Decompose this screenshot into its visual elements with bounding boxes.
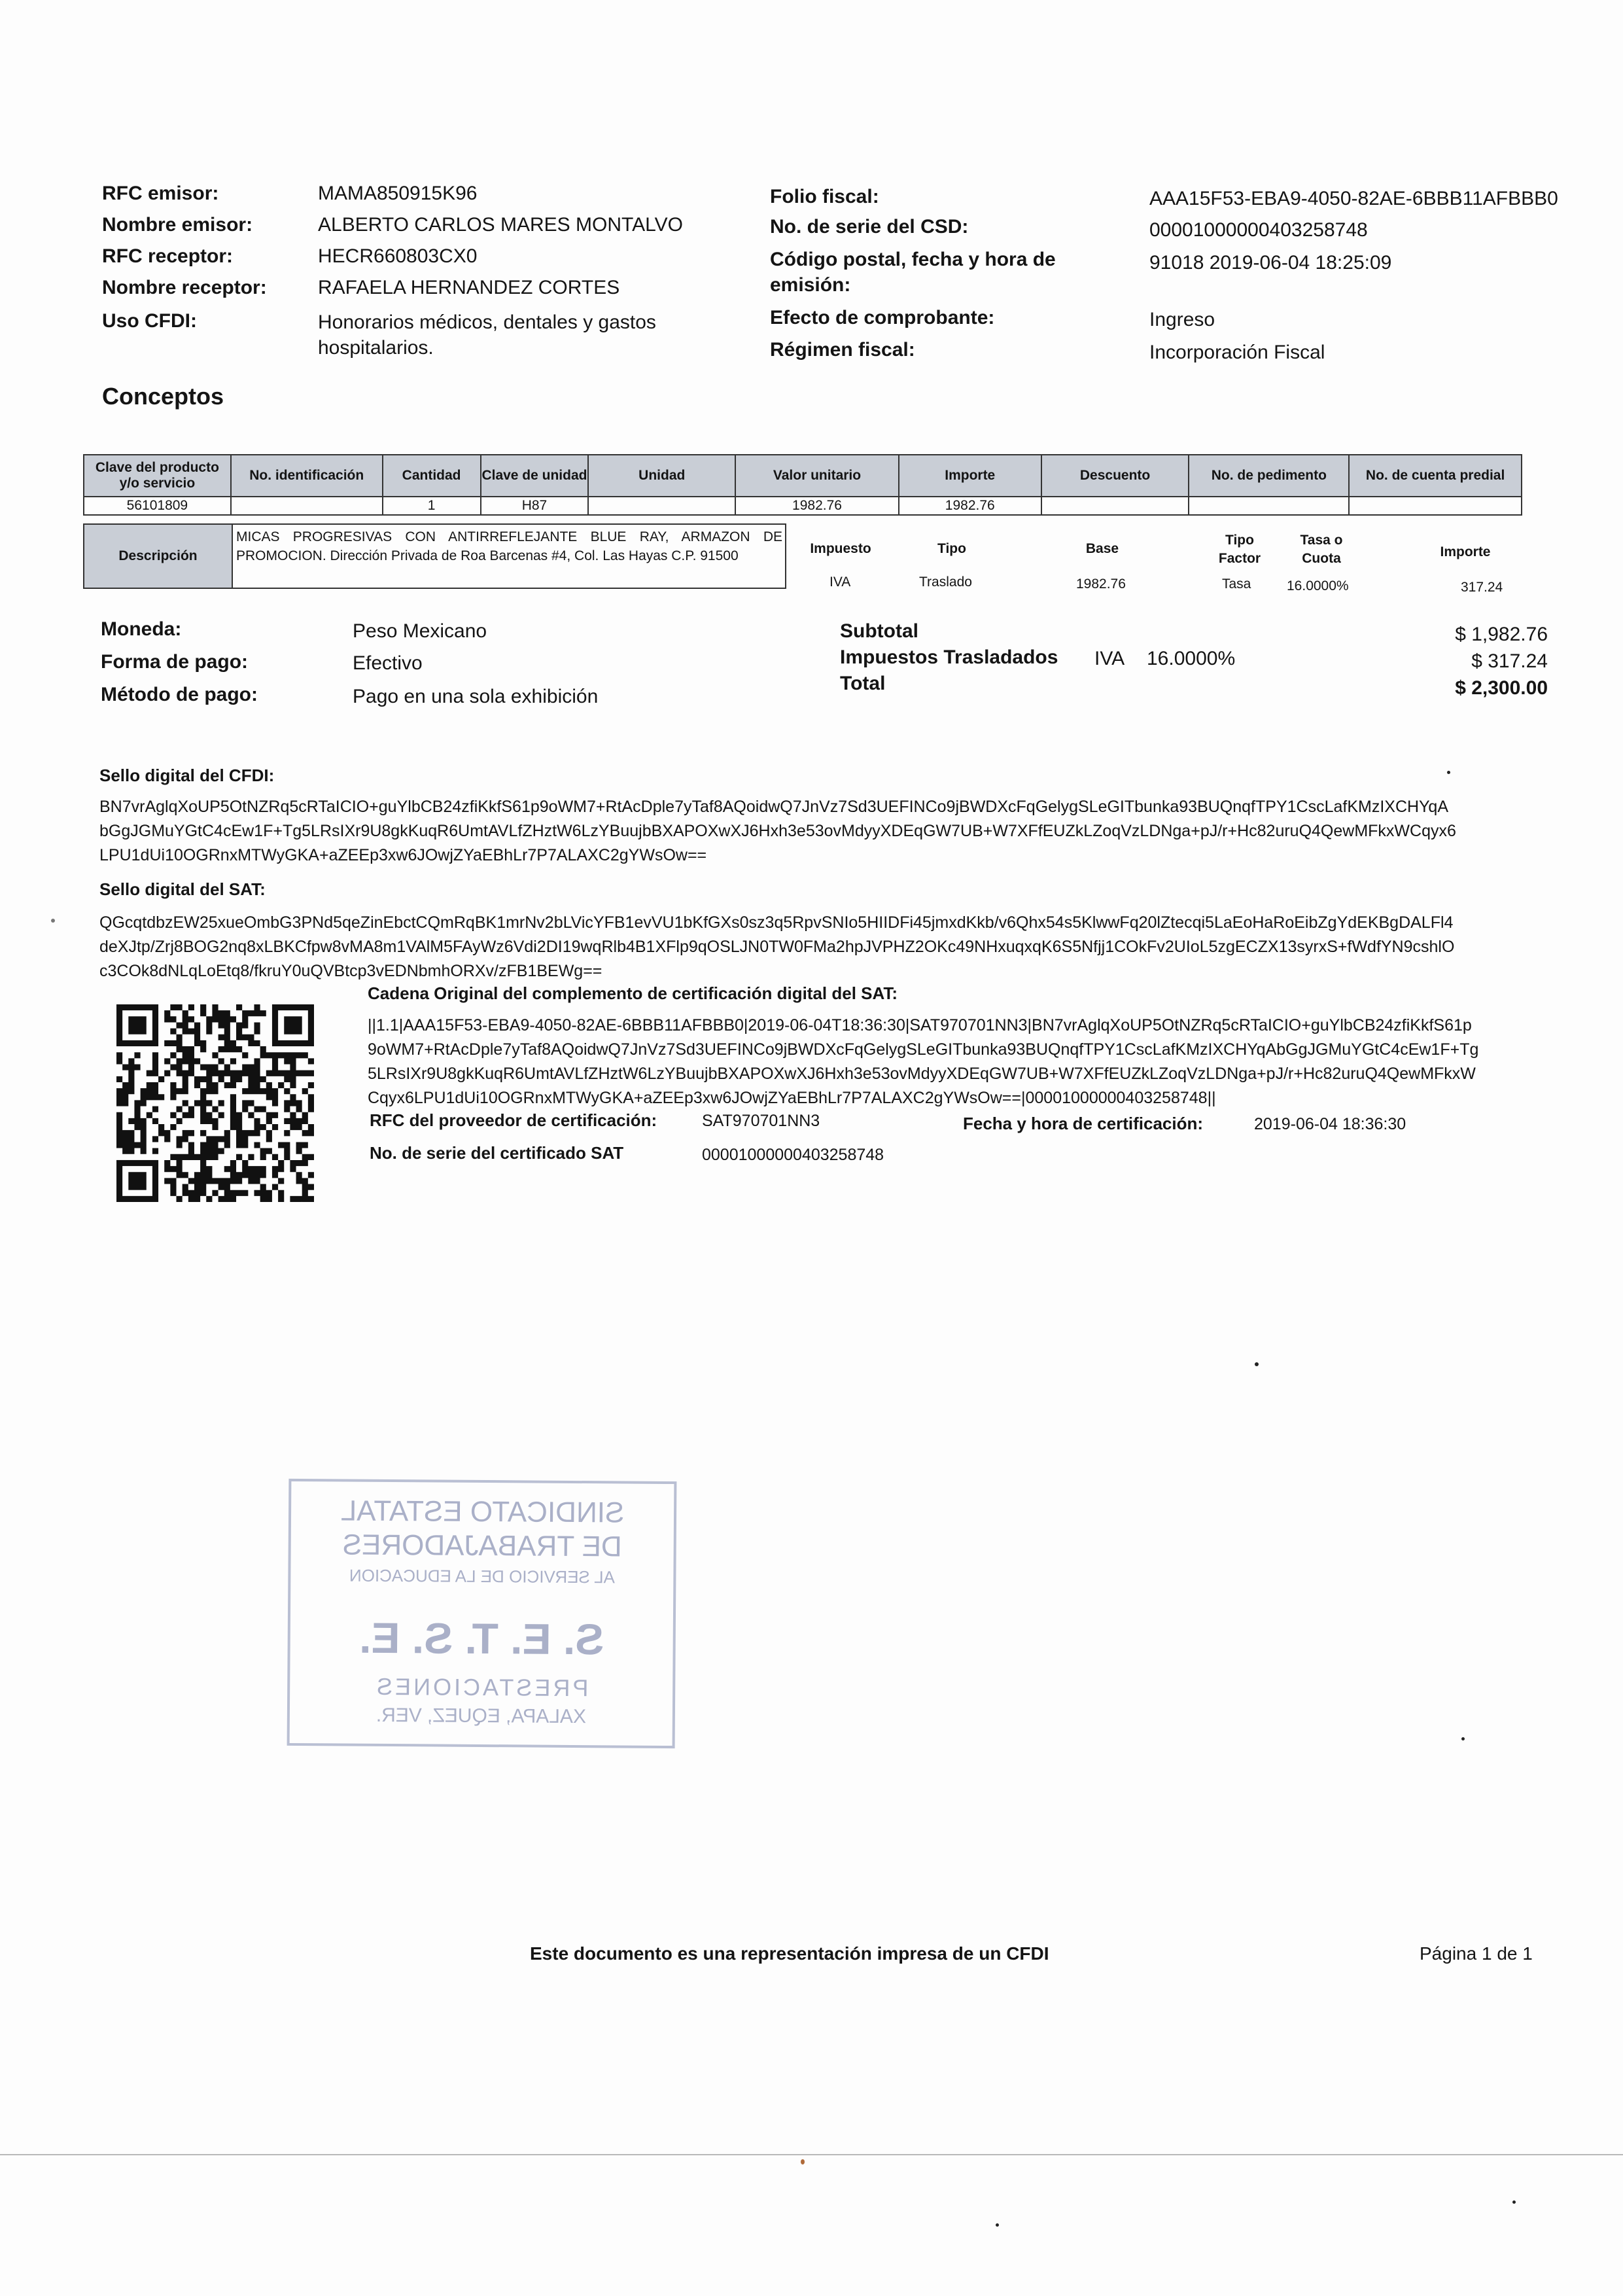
tax-col-tipo: Tipo	[937, 541, 966, 556]
description-label: Descripción	[84, 525, 233, 588]
uso-cfdi-label: Uso CFDI:	[102, 310, 197, 332]
cadena-line: 9oWM7+RtAcDple7yTaf8AQoidwQ7JnVz7Sd3UEFINCo9jBWDXcFqGelygSLeGITbunka93BUQnqfTPY1CscLafKMzIXCHYqAbGgJGMuYGtC4cEw1F+Tg	[368, 1040, 1479, 1059]
scan-speck	[996, 2223, 999, 2227]
nombre-receptor-value: RAFAELA HERNANDEZ CORTES	[318, 277, 620, 298]
stamp-line: XALAPA, EQUEZ, VER.	[375, 1704, 587, 1728]
uso-cfdi-value-line1: Honorarios médicos, dentales y gastos	[318, 311, 656, 333]
serie-certificado-label: No. de serie del certificado SAT	[370, 1143, 624, 1163]
col-clave-producto: Clave del producto y/o servicio	[84, 455, 231, 497]
stamp-line: DE TRABAJADORES	[342, 1528, 622, 1563]
description-box	[83, 523, 786, 589]
cell-valor-unitario: 1982.76	[735, 497, 899, 515]
regimen-value: Incorporación Fiscal	[1149, 342, 1325, 363]
sindicato-stamp	[287, 1479, 677, 1748]
description-text: MICAS PROGRESIVAS CON ANTIRREFLEJANTE BLUE RAY, ARMAZON DE PROMOCION. Dirección Privada de Roa Barcenas #4, Col. Las Hayas C.P. 91500	[236, 529, 782, 563]
col-no-pedimento: No. de pedimento	[1189, 455, 1349, 497]
serie-csd-label: No. de serie del CSD:	[770, 216, 969, 238]
rfc-receptor-value: HECR660803CX0	[318, 245, 478, 267]
efecto-value: Ingreso	[1149, 309, 1215, 330]
rfc-proveedor-label: RFC del proveedor de certificación:	[370, 1110, 657, 1130]
sello-sat-title: Sello digital del SAT:	[99, 879, 266, 899]
col-cantidad: Cantidad	[383, 455, 481, 497]
tax-tasa: 16.0000%	[1287, 578, 1349, 593]
cadena-line: ||1.1|AAA15F53-EBA9-4050-82AE-6BBB11AFBBB0|2019-06-04T18:36:30|SAT970701NN3|BN7vrAglqXoUP5OtNZRq5cRTaICIO+guYlbCB24zfiKkfS61p	[368, 1016, 1472, 1034]
nombre-emisor-value: ALBERTO CARLOS MARES MONTALVO	[318, 214, 683, 236]
moneda-value: Peso Mexicano	[353, 620, 487, 642]
tax-impuesto: IVA	[829, 574, 851, 590]
concept-header-row	[84, 455, 1522, 497]
subtotal-value: $ 1,982.76	[1455, 624, 1548, 645]
stamp-line: SINDICATO ESTATAL	[340, 1494, 625, 1529]
tax-tipo-factor: Tasa	[1222, 576, 1251, 592]
impuestos-tax: IVA	[1094, 648, 1125, 669]
tax-col-impuesto: Impuesto	[810, 541, 871, 556]
cell-unidad	[588, 497, 735, 515]
cp-fecha-value: 91018 2019-06-04 18:25:09	[1149, 252, 1392, 274]
cadena-text	[368, 1014, 1568, 1110]
rfc-proveedor-value: SAT970701NN3	[702, 1112, 820, 1130]
sello-sat-line: c3COk8dNLqLoEtq8/fkruY0uQVBtcp3vEDNbmhORXv/zFB1BEWg==	[99, 962, 602, 980]
col-clave-unidad: Clave de unidad	[481, 455, 589, 497]
col-valor-unitario: Valor unitario	[735, 455, 899, 497]
tax-col-tasa-1: Tasa o	[1300, 533, 1343, 548]
cp-fecha-label-line2: emisión:	[770, 274, 851, 296]
stamp-line: AL SERVICIO DE LA EDUCACION	[349, 1565, 616, 1587]
col-importe: Importe	[899, 455, 1041, 497]
sello-cfdi-line: bGgJGMuYGtC4cEw1F+Tg5LRsIXr9U8gkKuqR6UmtAVLfZHztW6LzYBuujbBXAPOXwXJ6Hxh3e53ovMdyyXDEqGW7UB+W7XFfEUZkLZoqVzLDNga+pJ/r+Hc82uruQ4QewMFkxWCqyx6	[99, 822, 1456, 840]
col-unidad: Unidad	[588, 455, 735, 497]
tax-importe: 317.24	[1461, 580, 1503, 595]
rfc-emisor-value: MAMA850915K96	[318, 183, 478, 204]
serie-csd-value: 00001000000403258748	[1149, 219, 1368, 241]
tax-col-tipo-factor-1: Tipo	[1225, 533, 1254, 548]
impuestos-rate: 16.0000%	[1147, 648, 1236, 669]
cp-fecha-label-line1: Código postal, fecha y hora de	[770, 249, 1056, 270]
scan-speck	[1512, 2200, 1516, 2204]
stamp-line: PRESTACIONES	[374, 1672, 589, 1702]
cell-clave-unidad: H87	[481, 497, 589, 515]
tax-col-importe: Importe	[1440, 544, 1491, 559]
qr-code-icon	[116, 1004, 314, 1202]
impuestos-value: $ 317.24	[1471, 650, 1548, 672]
tax-col-tasa-2: Cuota	[1302, 551, 1341, 566]
folio-fiscal-value: AAA15F53-EBA9-4050-82AE-6BBB11AFBBB0	[1149, 188, 1558, 209]
metodo-pago-value: Pago en una sola exhibición	[353, 686, 599, 707]
forma-pago-label: Forma de pago:	[101, 651, 249, 673]
footer-note: Este documento es una representación impresa de un CFDI	[530, 1943, 1049, 1964]
fecha-certificacion-label: Fecha y hora de certificación:	[963, 1114, 1204, 1133]
metodo-pago-label: Método de pago:	[101, 684, 258, 705]
table-row	[84, 497, 1522, 515]
cadena-line: Cqyx6LPU1dUi10OGRnxMTWyGKA+aZEEp3xw6JOwjZYaEBhLr7P7ALAXC2gYWsOw==|00001000000403258748||	[368, 1089, 1216, 1107]
scan-speck	[51, 919, 55, 923]
page-number: Página 1 de 1	[1420, 1943, 1533, 1964]
tax-col-base: Base	[1085, 541, 1119, 556]
col-cuenta-predial: No. de cuenta predial	[1349, 455, 1522, 497]
forma-pago-value: Efectivo	[353, 652, 423, 674]
cell-no-pedimento	[1189, 497, 1349, 515]
folio-fiscal-label: Folio fiscal:	[770, 186, 879, 207]
nombre-receptor-label: Nombre receptor:	[102, 277, 267, 298]
scan-edge-line	[0, 2154, 1623, 2155]
cadena-line: 5LRsIXr9U8gkKuqR6UmtAVLfZHztW6LzYBuujbBXAPOXwXJ6Hxh3e53ovMdyyXDEqGW7UB+W7XFfEUZkLZoqVzLDNga+pJ/r+Hc82uruQ4QewMFkxW	[368, 1065, 1476, 1083]
regimen-label: Régimen fiscal:	[770, 339, 915, 361]
sello-cfdi-line: BN7vrAglqXoUP5OtNZRq5cRTaICIO+guYlbCB24zfiKkfS61p9oWM7+RtAcDple7yTaf8AQoidwQ7JnVz7Sd3UEFINCo9jBWDXcFqGelygSLeGITbunka93BUQnqfTPY1CscLafKMzIXCHYqA	[99, 798, 1449, 816]
moneda-label: Moneda:	[101, 618, 182, 640]
scan-speck	[1447, 771, 1450, 774]
sello-cfdi-line: LPU1dUi10OGRnxMTWyGKA+aZEEp3xw6JOwjZYaEBhLr7P7ALAXC2gYWsOw==	[99, 846, 707, 864]
cell-no-identificacion	[231, 497, 383, 515]
tax-base: 1982.76	[1076, 576, 1126, 592]
tax-col-tipo-factor-2: Factor	[1218, 551, 1261, 566]
cell-descuento	[1041, 497, 1189, 515]
cell-importe: 1982.76	[899, 497, 1041, 515]
serie-certificado-value: 00001000000403258748	[702, 1146, 884, 1164]
cell-cuenta-predial	[1349, 497, 1522, 515]
stamp-line: S. E. T. S. E.	[358, 1613, 604, 1664]
sello-sat-line: deXJtp/Zrj8BOG2nq8xLBKCfpw8vMA8m1VAlM5FAyWz6Vdi2DI19wqRlb4B1XFlp9qOSLJN0TW0FMa2hpJVPHZ2OKc49NHxuqxqK6S5Nfjj1COkFv2UIoL5zgECZX13syrxS+fWdfYN9cshlO	[99, 938, 1455, 956]
efecto-label: Efecto de comprobante:	[770, 307, 995, 328]
sello-sat-line: QGcqtdbzEW25xueOmbG3PNd5qeZinEbctCQmRqBK1mrNv2bLVicYFB1evVU1bKfGXs0sz3q5RpvSNIo5HIIDFi45jmxdKkb/v6Qhx54s5KlwwFq20lZtecqi5LaEoHaRoEibZgYdEKBgDALFl4	[99, 913, 1454, 932]
col-no-identificacion: No. identificación	[231, 455, 383, 497]
total-label: Total	[840, 673, 886, 694]
cadena-title: Cadena Original del complemento de certificación digital del SAT:	[368, 983, 898, 1003]
rfc-emisor-label: RFC emisor:	[102, 183, 219, 204]
concept-table	[83, 454, 1522, 516]
fecha-certificacion-value: 2019-06-04 18:36:30	[1254, 1115, 1406, 1133]
rfc-receptor-label: RFC receptor:	[102, 245, 234, 267]
sello-cfdi-title: Sello digital del CFDI:	[99, 766, 275, 785]
nombre-emisor-label: Nombre emisor:	[102, 214, 253, 236]
cell-clave-producto: 56101809	[84, 497, 231, 515]
sello-cfdi-text	[99, 795, 1558, 868]
subtotal-label: Subtotal	[840, 620, 918, 642]
total-value: $ 2,300.00	[1455, 677, 1548, 699]
conceptos-title: Conceptos	[102, 383, 224, 410]
cell-cantidad: 1	[383, 497, 481, 515]
sello-sat-text	[99, 911, 1558, 983]
uso-cfdi-value-line2: hospitalarios.	[318, 337, 434, 359]
scan-speck	[1461, 1737, 1465, 1740]
scan-speck	[1255, 1362, 1259, 1366]
scan-speck	[801, 2159, 805, 2164]
impuestos-label: Impuestos Trasladados	[840, 646, 1058, 668]
col-descuento: Descuento	[1041, 455, 1189, 497]
tax-tipo: Traslado	[919, 574, 972, 590]
